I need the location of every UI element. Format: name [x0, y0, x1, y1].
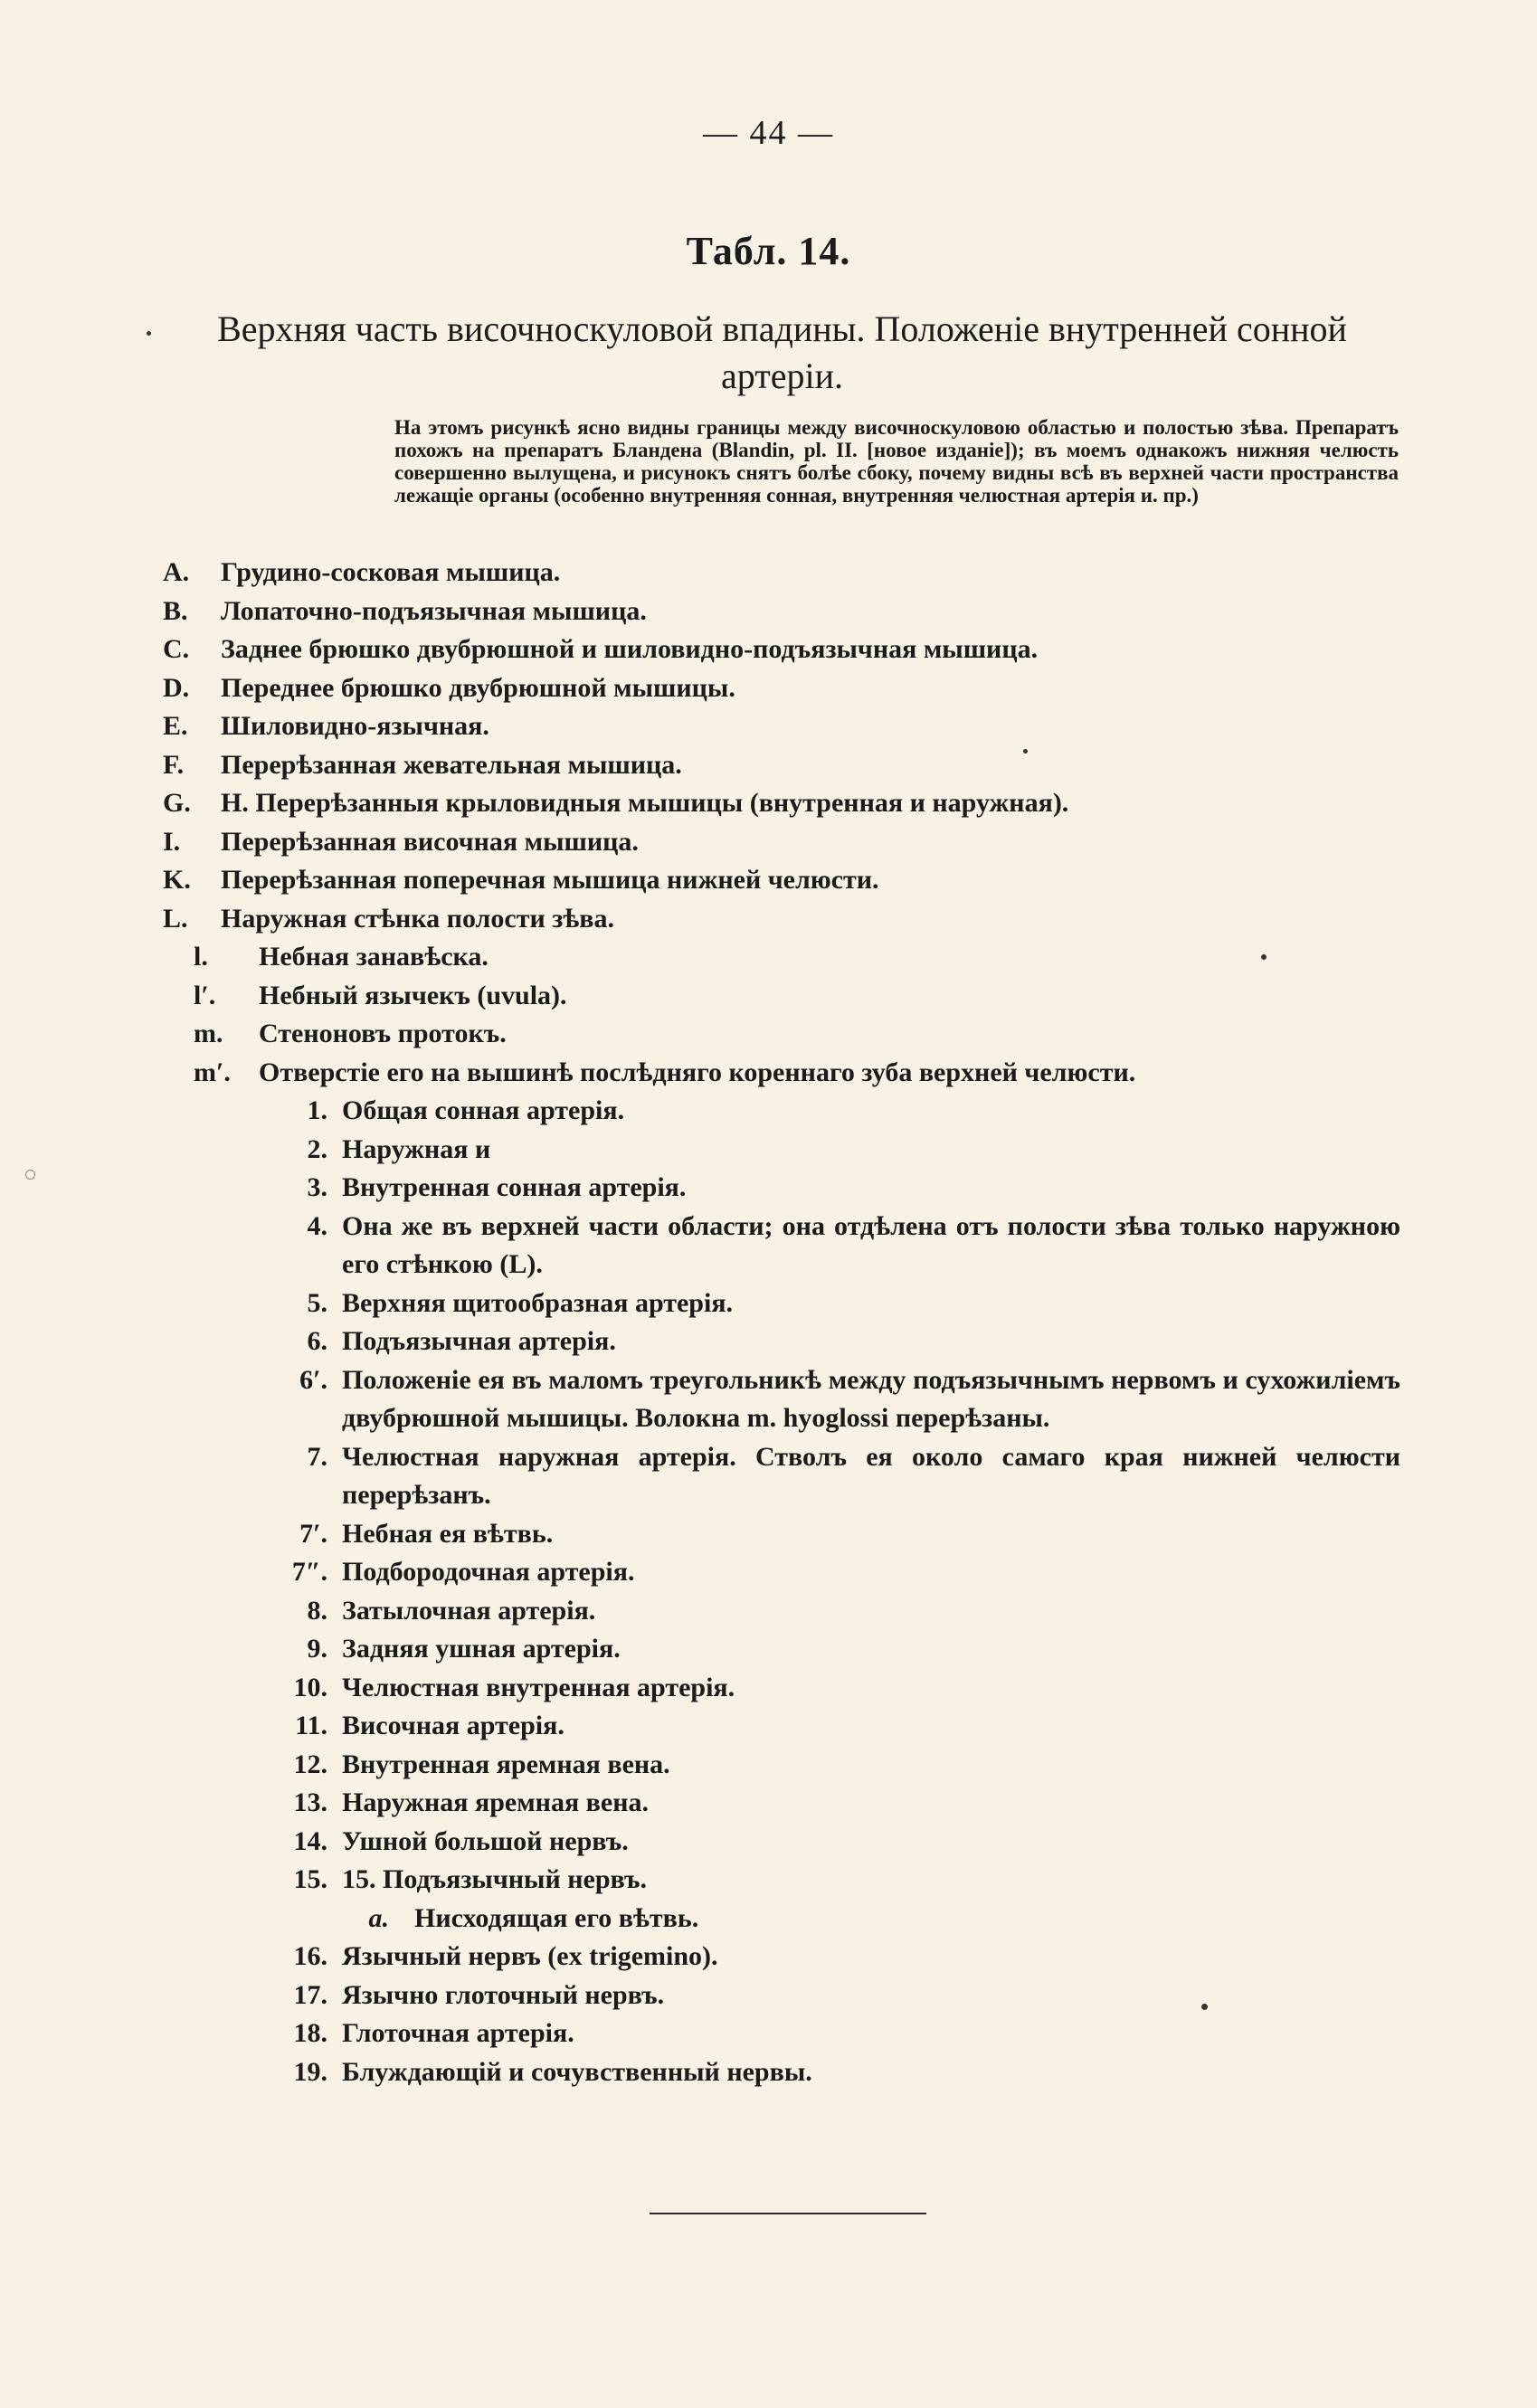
legend-key: G. — [163, 788, 191, 818]
legend-item — [0, 1746, 1537, 1785]
legend-text: Шиловидно-язычная. — [221, 711, 489, 741]
legend-key: 7. — [307, 1441, 327, 1472]
end-rule — [650, 2213, 926, 2214]
legend-key: l. — [194, 942, 208, 972]
legend-key: 19. — [293, 2056, 327, 2087]
print-speck — [1261, 954, 1267, 960]
legend-text: 15. Подъязычный нервъ. — [342, 1864, 647, 1894]
legend-text: Отверстіе его на вышинѣ послѣдняго кореннаго зуба верхней челюсти. — [259, 1057, 1136, 1087]
legend-item — [0, 593, 1537, 631]
legend-key: 1. — [307, 1095, 327, 1125]
legend-item — [0, 1707, 1537, 1746]
legend-item — [0, 669, 1537, 708]
legend-text: Подъязычная артерія. — [342, 1326, 616, 1356]
legend-item — [0, 1438, 1537, 1515]
legend-item — [0, 1977, 1537, 2015]
legend-text: Наружная яремная вена. — [342, 1787, 649, 1817]
legend-item — [0, 1630, 1537, 1669]
legend-text: Небная ея вѣтвь. — [342, 1518, 554, 1549]
plate-note: На этомъ рисункѣ ясно видны границы между височноскуловою областью и полостью зѣва. Препаратъ похожъ на препаратъ Бландена (Blandin, pl. II. [новое изданіе]); въ моемъ однакожъ нижняя челюсть совершенно вылущена, и рисунокъ снятъ болѣе сбоку, почему видны всѣ въ верхней части пространства лежащіе органы (особенно внутренняя сонная, внутренняя челюстная артерія и. пр.) — [394, 416, 1399, 507]
legend-key: 6. — [307, 1326, 327, 1356]
legend-item — [0, 1208, 1537, 1285]
page-number: — 44 — — [703, 114, 834, 152]
legend-text: Височная артерія. — [342, 1711, 565, 1740]
legend-text: Лопаточно-подъязычная мышица. — [221, 595, 647, 626]
legend-key: m′. — [194, 1057, 231, 1087]
legend-item — [0, 977, 1537, 1016]
legend-item — [0, 861, 1537, 900]
legend-key: 9. — [307, 1634, 327, 1664]
legend-text: Язычный нервъ (ex trigemino). — [342, 1941, 718, 1971]
print-speck — [25, 1170, 35, 1180]
legend-text: Ушной большой нервъ. — [342, 1825, 629, 1856]
legend-item — [0, 1553, 1537, 1592]
legend-item — [0, 554, 1537, 593]
legend-text: Глоточная артерія. — [342, 2018, 574, 2048]
legend-text: Переднее брюшко двубрюшной мышицы. — [221, 672, 735, 703]
legend-key: 13. — [293, 1787, 327, 1817]
legend-key: 5. — [307, 1287, 327, 1318]
legend-key: 16. — [293, 1941, 327, 1971]
legend-text: Внутренная яремная вена. — [342, 1749, 670, 1779]
legend-item — [0, 1054, 1537, 1093]
legend-item — [0, 1900, 1537, 1939]
legend-key: 11. — [295, 1711, 327, 1740]
print-speck — [147, 331, 151, 336]
legend-text: Небный язычекъ (uvula). — [259, 980, 567, 1010]
print-speck — [1023, 749, 1028, 754]
legend-key: 4. — [307, 1210, 327, 1241]
legend-item — [0, 1015, 1537, 1054]
legend-key: l′. — [194, 980, 216, 1010]
print-speck — [1201, 2004, 1208, 2010]
legend-text: Наружная и — [342, 1133, 491, 1164]
legend-text: Задняя ушная артерія. — [342, 1634, 621, 1664]
legend-text: Блуждающій и сочувственный нервы. — [342, 2056, 812, 2087]
legend-key: 8. — [307, 1595, 327, 1626]
legend-key: K. — [163, 865, 191, 895]
legend-text: Заднее брюшко двубрюшной и шиловидно-подъязычная мышица. — [221, 634, 1039, 664]
legend-key: F. — [163, 749, 185, 780]
legend-key: 6′. — [299, 1364, 327, 1395]
legend-key: 15. — [293, 1864, 327, 1894]
legend-text: Челюстная наружная артерія. Стволъ ея около самаго края нижней челюсти перерѣзанъ. — [342, 1441, 1400, 1510]
legend-text: Грудино-сосковая мышица. — [221, 557, 561, 587]
table-title: Табл. 14. — [686, 229, 851, 273]
legend-key: L. — [163, 903, 188, 934]
legend-text: Наружная стѣнка полости зѣва. — [221, 903, 614, 934]
legend-text: Стеноновъ протокъ. — [259, 1019, 507, 1048]
legend-text: Верхняя щитообразная артерія. — [342, 1287, 734, 1318]
legend-key: D. — [163, 672, 190, 703]
legend-key: C. — [163, 634, 190, 664]
legend-key: m. — [194, 1019, 223, 1048]
legend-item — [0, 1285, 1537, 1323]
legend-item — [0, 1361, 1537, 1438]
legend-item — [0, 1131, 1537, 1170]
legend-text: Перерѣзанная височная мышица. — [221, 826, 639, 857]
legend-text: Небная занавѣска. — [259, 942, 489, 972]
legend-text: Она же въ верхней части области; она отдѣлена отъ полости зѣва только наружною его стѣнкою (L). — [342, 1210, 1400, 1279]
legend-text: H. Перерѣзанныя крыловидныя мышицы (внутренная и наружная). — [221, 788, 1069, 818]
legend-text: Подбородочная артерія. — [342, 1557, 635, 1587]
legend-item — [0, 1823, 1537, 1862]
legend-key: B. — [163, 595, 188, 626]
legend-key: 10. — [293, 1672, 327, 1702]
legend-key: a. — [368, 1902, 389, 1933]
legend-item — [0, 1323, 1537, 1361]
legend-item — [0, 823, 1537, 862]
legend-item — [0, 1169, 1537, 1208]
legend-key: 2. — [307, 1133, 327, 1164]
legend-key: 12. — [293, 1749, 327, 1779]
legend-list — [0, 554, 1537, 2091]
legend-item — [0, 1938, 1537, 1977]
plate-subject: Верхняя часть височноскуловой впадины. Положеніе внутренней сонной артеріи. — [217, 308, 1347, 396]
legend-text: Челюстная внутренная артерія. — [342, 1672, 735, 1702]
legend-item — [0, 1861, 1537, 1900]
legend-item — [0, 1515, 1537, 1554]
legend-item — [0, 1592, 1537, 1631]
legend-key: 14. — [293, 1825, 327, 1856]
legend-key: A. — [163, 557, 190, 587]
legend-item — [0, 900, 1537, 939]
legend-text: Перерѣзанная жевательная мышица. — [221, 749, 682, 780]
legend-key: 3. — [307, 1172, 327, 1202]
legend-text: Положеніе ея въ маломъ треугольникѣ между подъязычнымъ нервомъ и сухожиліемъ двубрюшной мышицы. Волокна m. hyoglossi перерѣзаны. — [342, 1364, 1400, 1433]
legend-text: Язычно глоточный нервъ. — [342, 1979, 665, 2010]
legend-item — [0, 1092, 1537, 1131]
legend-text: Затылочная артерія. — [342, 1595, 596, 1626]
legend-text: Внутренная сонная артерія. — [342, 1172, 687, 1202]
legend-text: Нисходящая его вѣтвь. — [414, 1902, 699, 1933]
legend-item — [0, 707, 1537, 746]
legend-item — [0, 746, 1537, 785]
legend-item — [0, 1784, 1537, 1823]
legend-key: I. — [163, 826, 181, 857]
legend-key: 17. — [293, 1979, 327, 2010]
legend-item — [0, 938, 1537, 977]
legend-item — [0, 2015, 1537, 2053]
legend-key: 7′. — [299, 1518, 327, 1549]
legend-key: E. — [163, 711, 188, 741]
legend-item — [0, 784, 1537, 823]
legend-text: Общая сонная артерія. — [342, 1095, 625, 1125]
legend-text: Перерѣзанная поперечная мышица нижней челюсти. — [221, 865, 879, 895]
legend-key: 18. — [293, 2018, 327, 2048]
legend-item — [0, 630, 1537, 669]
legend-key: 7″. — [291, 1557, 327, 1587]
legend-item — [0, 1669, 1537, 1708]
legend-item — [0, 2053, 1537, 2092]
